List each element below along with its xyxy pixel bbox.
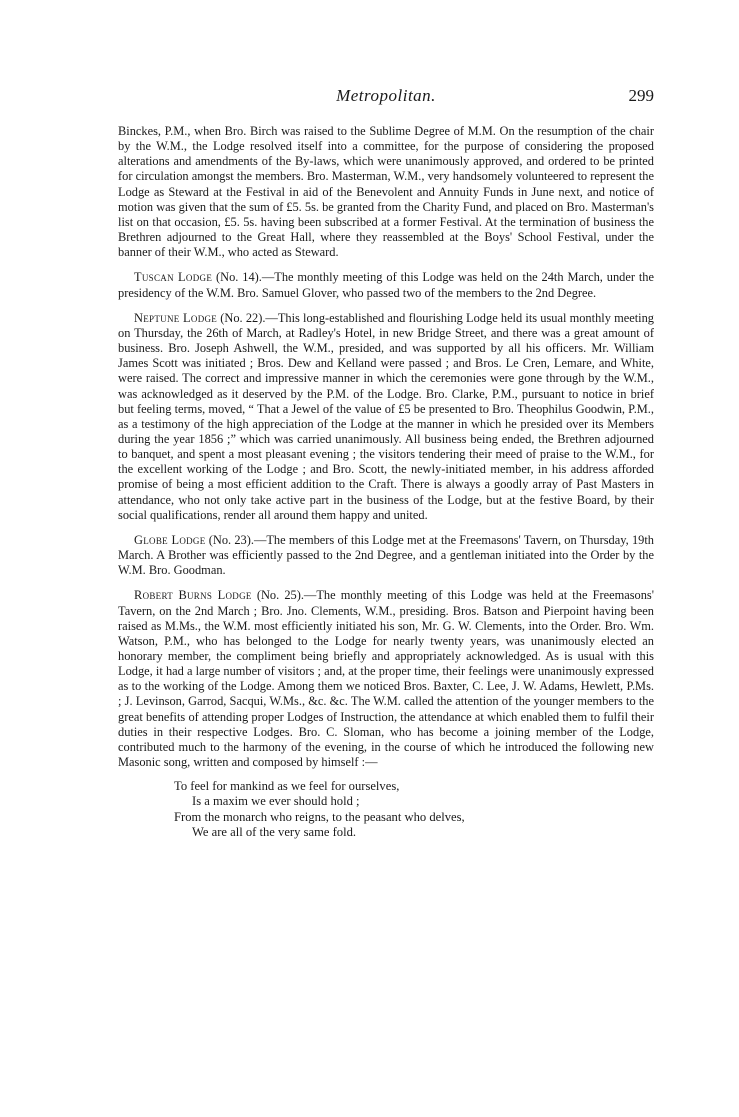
paragraph-text: (No. 25).—The monthly meeting of this Lodge was held at the Freemasons' Tavern, on the 2nd March ; Bro. Jno. Clements, W.M., presiding. Bros. Batson and Pierpoint having been raised as M.Ms., the W.M. most efficiently initiated his son, Mr. G. W. Clements, into the Order. Bro. Wm. Watson, P.M., who has belonged to the Lodge for nearly twenty years, was unanimously elected an honorary member, the compliment being briefly and appropriately acknowledged. As is usual with this Lodge, it had a large number of visitors ; and, at the proper time, their feelings were unanimously expressed as to the working of the Lodge. Among them we noticed Bros. Baxter, C. Lee, J. W. Adams, Hewlett, P.Ms. ; J. Levinson, Garrod, Sacqui, W.Ms., &c. &c. The W.M. called the attention of the younger members to the great benefits of attending proper Lodges of Instruction, the attendance at which enabled them to fulfil their duties in their respective Lodges. Bro. C. Sloman, who has become a joining member of the Lodge, contributed much to the harmony of the evening, in the course of which he introduced the following new Masonic song, written and composed by himself :— xyxy=(118,588,654,770)
page-header xyxy=(118,86,654,110)
lodge-name: Tuscan Lodge xyxy=(134,270,213,285)
paragraph-text: (No. 22).—This long-established and flourishing Lodge held its usual monthly meeting on Thursday, the 26th of March, at Radley's Hotel, in new Bridge Street, and there was a great amount of business. Bro. Joseph Ashwell, the W.M., presided, and was supported by all his officers. Mr. William James Scott was initiated ; Bros. Dew and Kelland were passed ; and Bros. Le Cren, Lemare, and White, were raised. The correct and impressive manner in which the ceremonies were gone through by the W.M., was acknowledged as it deserved by the P.M. of the Lodge. Bro. Clarke, P.M., pursuant to notice in brief but feeling terms, moved, “ That a Jewel of the value of £5 be presented to Bro. Theophilus Goodwin, P.M., as a testimony of the high appreciation of the Lodge at the manner in which he presided over its Members during the year 1856 ;” which was carried unanimously. All business being ended, the Brethren adjourned to banquet, and spent a most pleasant evening ; the visitors tendering their meed of praise to the W.M., for the excellent working of the Lodge ; and Bro. Scott, the newly-initiated member, in his address afforded promise of being a most efficient addition to the Craft. There is always a goodly array of Past Masters in attendance, who not only take active part in the business of the Lodge, but at the festive Board, by their social qualifications, render all around them happy and united. xyxy=(118,310,654,522)
verse-line: Is a maxim we ever should hold ; xyxy=(192,794,360,809)
paragraph-neptune-lodge xyxy=(118,311,654,523)
verse-line: To feel for mankind as we feel for ourselves, xyxy=(174,779,400,794)
lodge-name: Robert Burns Lodge xyxy=(134,588,252,603)
running-title: Metropolitan. xyxy=(336,86,436,105)
song-verse xyxy=(174,779,654,840)
verse-line: From the monarch who reigns, to the peasant who delves, xyxy=(174,809,465,824)
paragraph-text: Binckes, P.M., when Bro. Birch was raised to the Sublime Degree of M.M. On the resumption of the chair by the W.M., the Lodge resolved itself into a committee, for the purpose of considering the proposed alterations and amendments of the By-laws, which were unanimously approved, and ordered to be printed for circulation amongst the members. Bro. Masterman, W.M., very handsomely volunteered to represent the Lodge as Steward at the Festival in aid of the Benevolent and Annuity Funds in June next, and notice of motion was given that the sum of £5. 5s. be granted from the Charity Fund, and placed on Bro. Masterman's list on that occasion, £5. 5s. having been subscribed at a former Festival. At the termination of business the Brethren adjourned to the Great Hall, where they reassembled at the Boys' School Festival, under the banner of their W.M., who acted as Steward. xyxy=(118,124,654,260)
paragraph-text: (No. 23).—The members of this Lodge met at the Freemasons' Tavern, on Thursday, 19th March. A Brother was efficiently passed to the 2nd Degree, and a gentleman initiated into the Order by the W.M. Bro. Goodman. xyxy=(118,532,654,578)
paragraph-globe-lodge xyxy=(118,533,654,578)
verse-line: We are all of the very same fold. xyxy=(192,824,357,839)
lodge-name: Globe Lodge xyxy=(134,532,206,547)
paragraph-continuation xyxy=(118,124,654,260)
paragraph-robert-burns-lodge xyxy=(118,588,654,770)
article-body xyxy=(118,124,654,840)
page-number: 299 xyxy=(628,86,654,105)
paragraph-tuscan-lodge xyxy=(118,270,654,300)
paragraph-text: (No. 14).—The monthly meeting of this Lodge was held on the 24th March, under the presidency of the W.M. Bro. Samuel Glover, who passed two of the members to the 2nd Degree. xyxy=(118,270,654,300)
lodge-name: Neptune Lodge xyxy=(134,310,218,325)
